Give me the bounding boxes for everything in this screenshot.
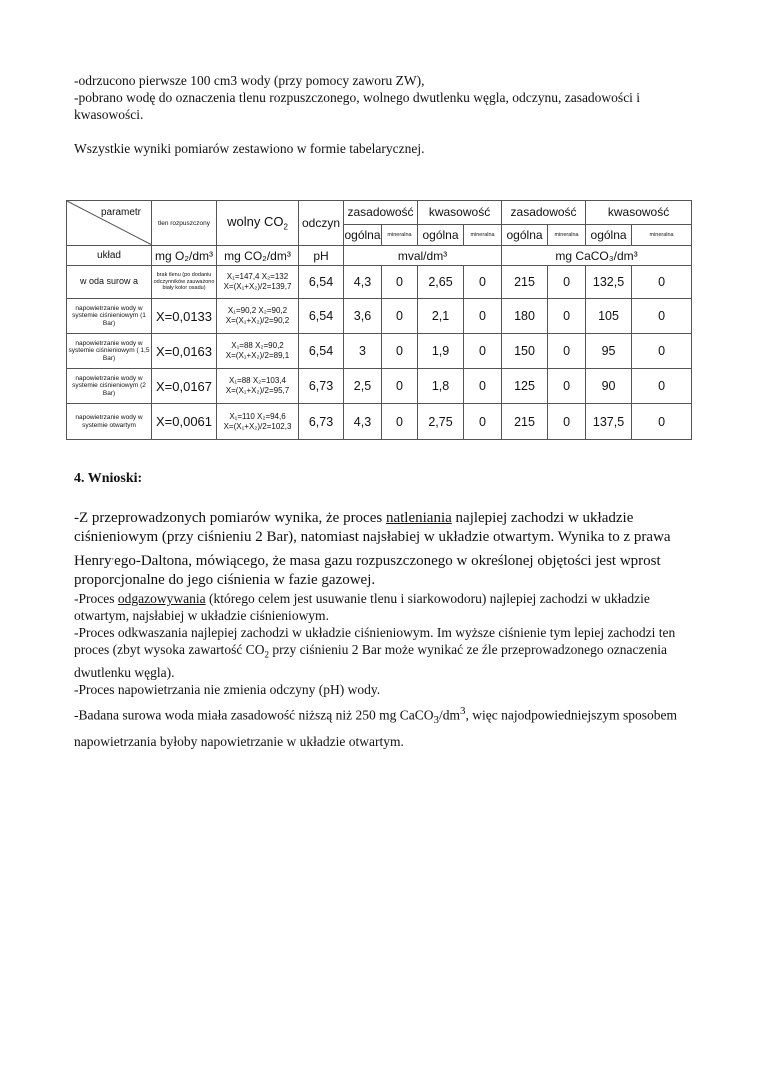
sub-ogolna-1: ogólna <box>344 224 382 245</box>
unit-ph: pH <box>299 246 344 266</box>
conclusions-section <box>74 470 694 752</box>
cell-ph: 6,54 <box>299 334 344 369</box>
cell-zas2-ogolna: 125 <box>502 369 548 404</box>
sub-mineralna-1: mineralna <box>382 224 418 245</box>
row-label: napowietrzanie wody w systemie otwartym <box>67 404 152 440</box>
cell-kwas1-ogolna: 2,65 <box>418 266 464 299</box>
unit-o2: mg O₂/dm³ <box>152 246 217 266</box>
intro-line-1: -odrzucono pierwsze 100 cm3 wody (przy pomocy zaworu ZW), <box>74 73 425 88</box>
cell-zas1-ogolna: 2,5 <box>344 369 382 404</box>
table-row <box>67 334 692 369</box>
cell-co2: X₁=88 X₂=90,2 X=(X₁+X₂)/2=89,1 <box>217 334 299 369</box>
intro-line-3: Wszystkie wyniki pomiarów zestawiono w formie tabelarycznej. <box>74 141 425 156</box>
cell-kwas1-ogolna: 1,9 <box>418 334 464 369</box>
cell-kwas2-ogolna: 90 <box>586 369 632 404</box>
cell-tlen: brak tlenu (po dodaniu odczynników zauważono biały kolor osadu) <box>152 266 217 299</box>
cell-zas1-mineralna: 0 <box>382 266 418 299</box>
unit-mval: mval/dm³ <box>344 246 502 266</box>
row-label: napowietrzanie wody w systemie ciśnieniowym ( 1,5 Bar) <box>67 334 152 369</box>
conclusion-5: -Badana surowa woda miała zasadowość niższą niż 250 mg $CaCO_3/dm^3$, więc najodpowiedniejszym sposobem napowietrzania byłoby napowietrzanie w układzie otwartym. <box>74 704 678 749</box>
cell-co2: X₁=90,2 X₂=90,2 X=(X₁+X₂)/2=90,2 <box>217 299 299 334</box>
header-odczyn: odczyn <box>299 201 344 246</box>
corner-cell <box>67 201 152 246</box>
cell-tlen: X=0,0133 <box>152 299 217 334</box>
cell-kwas2-ogolna: 132,5 <box>586 266 632 299</box>
corner-uklad-label: układ <box>67 246 152 266</box>
conclusion-3: -Proces odkwaszania najlepiej zachodzi w układzie ciśnieniowym. Im wyższe ciśnienie tym lepiej zachodzi ten proces (zbyt wysoka zawartość $CO_2$ przy ciśnieniu 2 Bar może wynikać ze źle przeprowadzonego oznaczenia dwutlenku węgla). <box>74 625 676 680</box>
header-zasadowosc-1: zasadowość <box>344 201 418 225</box>
cell-ph: 6,54 <box>299 266 344 299</box>
unit-co2: mg CO₂/dm³ <box>217 246 299 266</box>
cell-zas2-ogolna: 215 <box>502 404 548 440</box>
cell-ph: 6,73 <box>299 369 344 404</box>
cell-zas1-ogolna: 3,6 <box>344 299 382 334</box>
cell-zas2-mineralna: 0 <box>548 299 586 334</box>
header-co2: wolny $CO_2$ <box>217 201 299 246</box>
cell-ph: 6,54 <box>299 299 344 334</box>
sub-ogolna-2: ogólna <box>418 224 464 245</box>
sub-mineralna-2: mineralna <box>464 224 502 245</box>
header-zasadowosc-2: zasadowość <box>502 201 586 225</box>
table-row <box>67 299 692 334</box>
intro-line-2: -pobrano wodę do oznaczenia tlenu rozpuszczonego, wolnego dwutlenku węgla, odczynu, zasadowości i kwasowości. <box>74 90 641 122</box>
intro-section <box>74 72 694 157</box>
cell-kwas1-mineralna: 0 <box>464 299 502 334</box>
cell-kwas1-ogolna: 2,1 <box>418 299 464 334</box>
cell-kwas1-mineralna: 0 <box>464 404 502 440</box>
cell-zas1-mineralna: 0 <box>382 334 418 369</box>
cell-kwas2-mineralna: 0 <box>632 299 692 334</box>
sub-ogolna-4: ogólna <box>586 224 632 245</box>
sub-mineralna-3: mineralna <box>548 224 586 245</box>
cell-kwas2-ogolna: 137,5 <box>586 404 632 440</box>
cell-kwas2-ogolna: 95 <box>586 334 632 369</box>
cell-tlen: X=0,0167 <box>152 369 217 404</box>
cell-tlen: X=0,0061 <box>152 404 217 440</box>
conclusions-heading: 4. Wnioski: <box>74 471 143 486</box>
header-kwasowosc-1: kwasowość <box>418 201 502 225</box>
cell-zas2-ogolna: 215 <box>502 266 548 299</box>
cell-kwas2-mineralna: 0 <box>632 334 692 369</box>
cell-zas2-ogolna: 150 <box>502 334 548 369</box>
cell-kwas2-mineralna: 0 <box>632 369 692 404</box>
cell-zas1-ogolna: 4,3 <box>344 404 382 440</box>
sub-mineralna-4: mineralna <box>632 224 692 245</box>
conclusion-1: -Z przeprowadzonych pomiarów wynika, że proces natleniania najlepiej zachodzi w układzie ciśnieniowym (przy ciśnieniu 2 Bar), natomiast najsłabiej w układzie otwartym. Wynika to z prawa Henry‚ego-Daltona, mówiącego, że masa gazu rozpuszczonego w określonej objętości jest wprost proporcjonalne do jego ciśnienia w fazie gazowej. <box>74 510 671 588</box>
table-row <box>67 404 692 440</box>
header-tlen: tlen rozpuszczony <box>152 201 217 246</box>
cell-kwas1-mineralna: 0 <box>464 334 502 369</box>
cell-zas2-mineralna: 0 <box>548 404 586 440</box>
cell-kwas2-mineralna: 0 <box>632 266 692 299</box>
cell-zas2-mineralna: 0 <box>548 266 586 299</box>
row-label: napowietrzanie wody w systemie ciśnieniowym (1 Bar) <box>67 299 152 334</box>
cell-kwas2-ogolna: 105 <box>586 299 632 334</box>
cell-zas2-mineralna: 0 <box>548 334 586 369</box>
cell-ph: 6,73 <box>299 404 344 440</box>
row-label: w oda surow a <box>67 266 152 299</box>
conclusion-4: -Proces napowietrzania nie zmienia odczyny (pH) wody. <box>74 681 381 697</box>
cell-co2: X₁=88 X₂=103,4 X=(X₁+X₂)/2=95,7 <box>217 369 299 404</box>
cell-kwas1-mineralna: 0 <box>464 266 502 299</box>
cell-kwas1-ogolna: 1,8 <box>418 369 464 404</box>
cell-zas1-mineralna: 0 <box>382 299 418 334</box>
cell-zas2-ogolna: 180 <box>502 299 548 334</box>
cell-kwas2-mineralna: 0 <box>632 404 692 440</box>
cell-zas1-ogolna: 4,3 <box>344 266 382 299</box>
cell-zas1-mineralna: 0 <box>382 369 418 404</box>
unit-caco3: mg CaCO₃/dm³ <box>502 246 692 266</box>
conclusion-2: -Proces odgazowywania (którego celem jest usuwanie tlenu i siarkowodoru) najlepiej zachodzi w układzie otwartym, najsłabiej w układzie ciśnieniowym. <box>74 591 650 623</box>
cell-co2: X₁=147,4 X₂=132 X=(X₁+X₂)/2=139,7 <box>217 266 299 299</box>
sub-ogolna-3: ogólna <box>502 224 548 245</box>
cell-tlen: X=0,0163 <box>152 334 217 369</box>
row-label: napowietrzanie wody w systemie ciśnieniowym (2 Bar) <box>67 369 152 404</box>
cell-zas1-mineralna: 0 <box>382 404 418 440</box>
header-kwasowosc-2: kwasowość <box>586 201 692 225</box>
table-row <box>67 369 692 404</box>
cell-zas2-mineralna: 0 <box>548 369 586 404</box>
corner-param-label: parametr <box>100 207 141 218</box>
results-table <box>66 200 692 440</box>
cell-zas1-ogolna: 3 <box>344 334 382 369</box>
cell-co2: X₁=110 X₂=94,6 X=(X₁+X₂)/2=102,3 <box>217 404 299 440</box>
table-row <box>67 266 692 299</box>
cell-kwas1-ogolna: 2,75 <box>418 404 464 440</box>
cell-kwas1-mineralna: 0 <box>464 369 502 404</box>
